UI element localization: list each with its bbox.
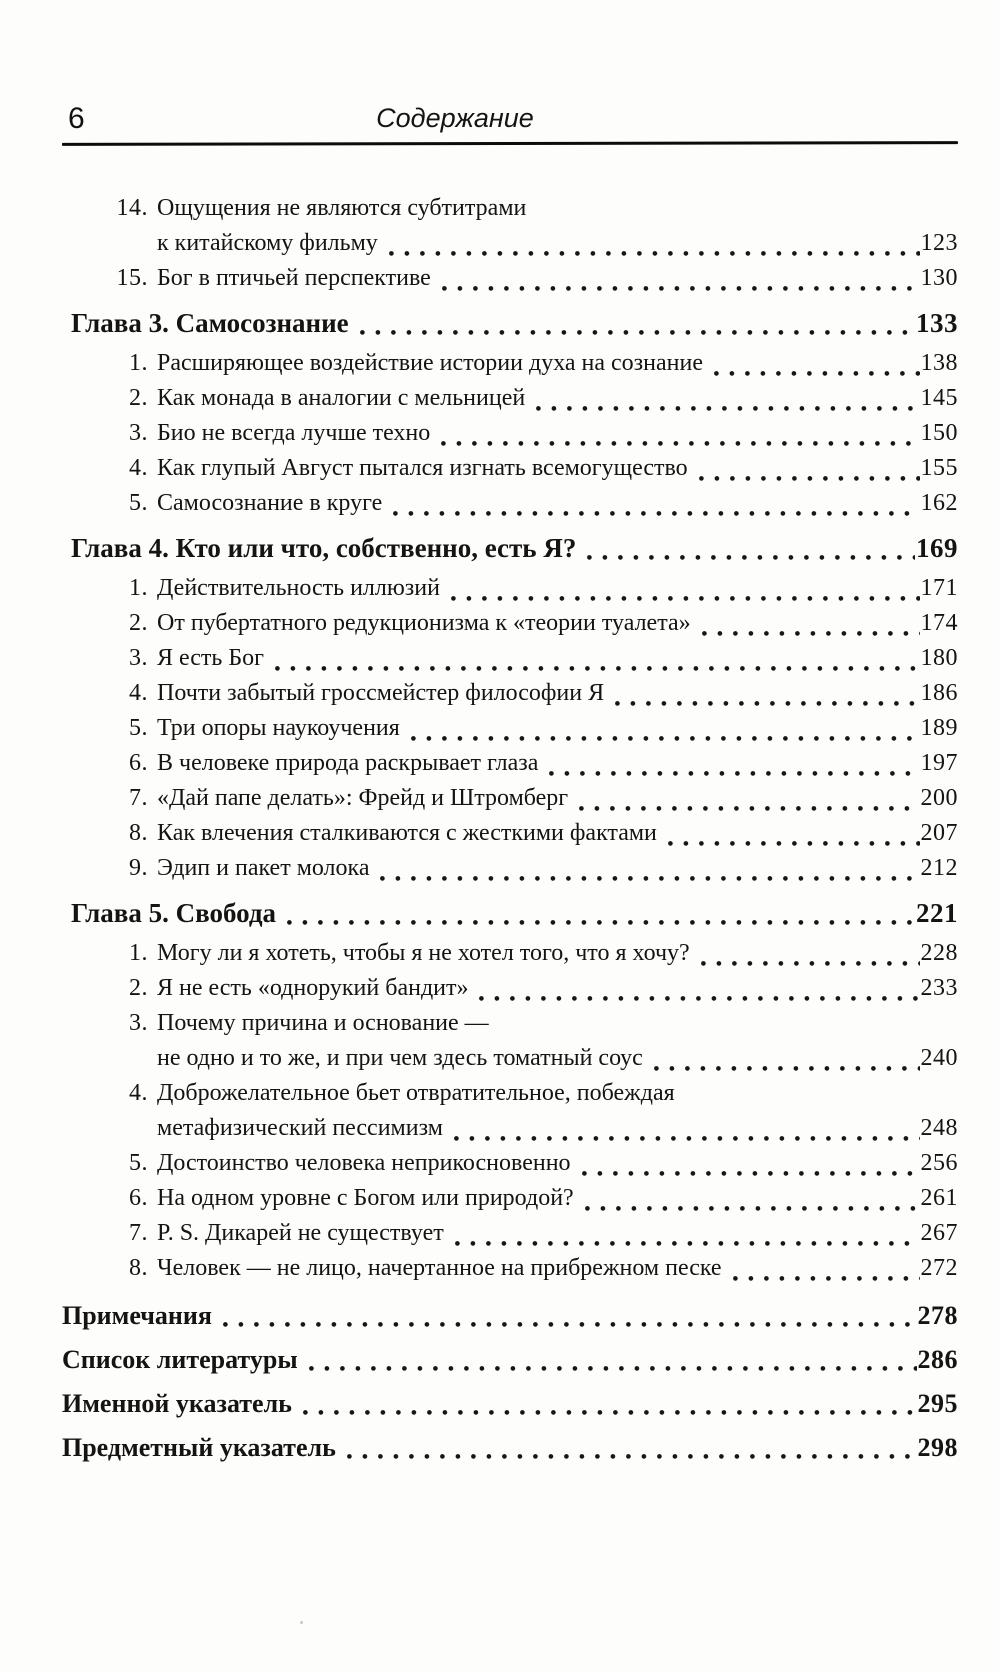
toc-entry-line: [157, 606, 958, 641]
toc-entry-body: [157, 936, 958, 971]
toc-entry-line: [62, 1386, 958, 1421]
toc-list: [62, 191, 958, 1465]
toc-page-number: 162: [920, 490, 958, 516]
toc-entry-body: [157, 486, 958, 521]
toc-entry-text: Список литературы: [62, 1345, 298, 1374]
page-number-label: 6: [68, 102, 85, 135]
toc-backmatter-row: [62, 1386, 958, 1421]
toc-entry-body: [157, 641, 958, 676]
toc-entry-body: [157, 606, 958, 641]
toc-item-number: 5.: [129, 715, 148, 741]
toc-item-row: [62, 1251, 958, 1286]
toc-item-row: [62, 1076, 958, 1146]
toc-entry-body: [157, 1076, 958, 1146]
toc-entry-line: [157, 191, 958, 226]
toc-entry-body: [157, 816, 958, 851]
toc-item-number: 4.: [129, 1080, 148, 1106]
toc-entry-text: Как монада в аналогии с мельницей: [157, 385, 526, 411]
toc-item-number: 1.: [129, 575, 148, 601]
toc-entry-line: [157, 226, 958, 261]
toc-dot-leader: [303, 1409, 917, 1416]
toc-entry-line: [157, 1216, 958, 1251]
toc-chapter-row: [62, 895, 958, 931]
toc-entry-line: [157, 1041, 958, 1076]
toc-item-number: 3.: [129, 645, 148, 671]
toc-entry-body: [157, 416, 958, 451]
toc-page-number: 150: [920, 420, 958, 446]
toc-item-number: 5.: [129, 1150, 148, 1176]
toc-entry-line: [157, 1111, 958, 1146]
toc-entry-line: [157, 1076, 958, 1111]
toc-item-row: [62, 191, 958, 261]
toc-entry-text: Самосознание в круге: [157, 490, 383, 516]
toc-item-number: 6.: [129, 1185, 148, 1211]
toc-entry-line: [157, 711, 958, 746]
toc-entry-text: В человеке природа раскрывает глаза: [157, 750, 539, 776]
toc-page-number: 256: [920, 1150, 958, 1176]
toc-item-row: [62, 936, 958, 971]
toc-item-number: 14.: [116, 195, 148, 221]
toc-item-number: 3.: [129, 420, 148, 446]
toc-page-number: 298: [917, 1433, 958, 1462]
toc-dot-leader: [582, 1170, 920, 1177]
toc-entry-line: [157, 346, 958, 381]
toc-entry-text: Почти забытый гроссмейстер философии Я: [157, 680, 605, 706]
toc-item-row: [62, 1216, 958, 1251]
toc-entry-text: P. S. Дикарей не существует: [157, 1220, 444, 1246]
toc-item-row: [62, 641, 958, 676]
toc-item-row: [62, 486, 958, 521]
toc-dot-leader: [442, 285, 920, 292]
toc-dot-leader: [615, 700, 919, 707]
toc-entry-body: [157, 451, 958, 486]
toc-item-number: 2.: [129, 610, 148, 636]
toc-page-number: 145: [920, 385, 958, 411]
toc-page-number: 138: [920, 350, 958, 376]
toc-chapter-row: [62, 305, 958, 341]
toc-entry-text: Доброжелательное бьет отвратительное, побеждая: [157, 1080, 675, 1106]
toc-entry-text: Я есть Бог: [157, 645, 264, 671]
toc-dot-leader: [585, 1205, 920, 1212]
toc-page-number: 207: [920, 820, 958, 846]
toc-entry-text: Био не всегда лучше техно: [157, 420, 431, 446]
toc-page-number: 180: [920, 645, 958, 671]
toc-entry-text: Три опоры наукоучения: [157, 715, 400, 741]
toc-dot-leader: [455, 1240, 920, 1247]
toc-entry-line: [157, 816, 958, 851]
toc-entry-line: [62, 1298, 958, 1333]
toc-entry-line: [157, 971, 958, 1006]
toc-backmatter-row: [62, 1430, 958, 1465]
toc-item-row: [62, 381, 958, 416]
toc-page-number: 261: [920, 1185, 958, 1211]
toc-entry-body: [157, 571, 958, 606]
toc-entry-body: [71, 530, 958, 566]
toc-item-number: 7.: [129, 1220, 148, 1246]
toc-item-number: 2.: [129, 385, 148, 411]
toc-entry-text: не одно и то же, и при чем здесь томатный соус: [157, 1045, 643, 1071]
toc-entry-line: [157, 781, 958, 816]
toc-item-number: 8.: [129, 1255, 148, 1281]
toc-dot-leader: [360, 329, 915, 336]
toc-entry-text: Глава 3. Самосознание: [71, 308, 349, 338]
toc-entry-line: [157, 1146, 958, 1181]
toc-entry-line: [71, 530, 958, 566]
toc-page-number: 267: [920, 1220, 958, 1246]
toc-item-row: [62, 416, 958, 451]
toc-dot-leader: [714, 370, 920, 377]
toc-page-number: 130: [920, 265, 958, 291]
toc-entry-line: [157, 1181, 958, 1216]
toc-entry-line: [62, 1342, 958, 1377]
toc-entry-body: [71, 895, 958, 931]
toc-entry-body: [62, 1342, 958, 1377]
toc-entry-line: [157, 381, 958, 416]
toc-item-row: [62, 1006, 958, 1076]
toc-item-number: 4.: [129, 455, 148, 481]
toc-dot-leader: [393, 510, 919, 517]
toc-dot-leader: [454, 1135, 920, 1142]
toc-dot-leader: [668, 840, 920, 847]
toc-dot-leader: [549, 770, 919, 777]
toc-entry-text: На одном уровне с Богом или природой?: [157, 1185, 574, 1211]
toc-dot-leader: [223, 1321, 917, 1328]
toc-entry-line: [157, 571, 958, 606]
toc-entry-body: [157, 1146, 958, 1181]
toc-item-number: 15.: [116, 265, 148, 291]
toc-dot-leader: [411, 735, 920, 742]
toc-entry-line: [157, 1251, 958, 1286]
toc-entry-body: [157, 711, 958, 746]
toc-entry-line: [157, 416, 958, 451]
toc-entry-text: Достоинство человека неприкосновенно: [157, 1150, 571, 1176]
toc-item-number: 5.: [129, 490, 148, 516]
toc-page-number: 169: [916, 533, 958, 563]
toc-entry-body: [157, 746, 958, 781]
toc-dot-leader: [479, 995, 919, 1002]
toc-backmatter-row: [62, 1342, 958, 1377]
toc-entry-text: Могу ли я хотеть, чтобы я не хотел того, что я хочу?: [157, 940, 690, 966]
toc-entry-text: к китайскому фильму: [157, 230, 378, 256]
toc-page-number: 295: [917, 1389, 958, 1418]
toc-item-number: 8.: [129, 820, 148, 846]
toc-entry-line: [71, 895, 958, 931]
toc-entry-line: [157, 261, 958, 296]
toc-item-number: 9.: [129, 855, 148, 881]
toc-entry-line: [157, 936, 958, 971]
toc-item-row: [62, 261, 958, 296]
toc-page-number: 248: [920, 1115, 958, 1141]
toc-dot-leader: [733, 1275, 920, 1282]
toc-entry-body: [157, 1006, 958, 1076]
toc-dot-leader: [275, 665, 920, 672]
toc-entry-line: [157, 851, 958, 886]
toc-chapter-row: [62, 530, 958, 566]
toc-entry-body: [157, 191, 958, 261]
toc-page-number: 286: [917, 1345, 958, 1374]
page-header-title: Содержание: [376, 103, 534, 133]
toc-entry-text: Глава 5. Свобода: [71, 898, 277, 928]
toc-entry-text: Именной указатель: [62, 1389, 292, 1418]
toc-item-row: [62, 451, 958, 486]
toc-item-row: [62, 971, 958, 1006]
toc-entry-line: [71, 305, 958, 341]
toc-item-number: 1.: [129, 350, 148, 376]
toc-page-number: 171: [920, 575, 958, 601]
running-head: [62, 94, 958, 134]
toc-entry-text: Предметный указатель: [62, 1433, 336, 1462]
toc-entry-line: [157, 1006, 958, 1041]
toc-entry-body: [157, 1181, 958, 1216]
toc-entry-body: [157, 851, 958, 886]
toc-dot-leader: [536, 405, 919, 412]
toc-entry-text: Почему причина и основание —: [157, 1010, 489, 1036]
toc-item-number: 2.: [129, 975, 148, 1001]
toc-item-row: [62, 851, 958, 886]
toc-item-row: [62, 816, 958, 851]
toc-entry-text: Расширяющее воздействие истории духа на сознание: [157, 350, 703, 376]
toc-page-number: 228: [920, 940, 958, 966]
toc-page-number: 123: [920, 230, 958, 256]
toc-item-number: 6.: [129, 750, 148, 776]
toc-item-number: 1.: [129, 940, 148, 966]
toc-entry-line: [157, 451, 958, 486]
toc-item-number: 4.: [129, 680, 148, 706]
toc-page-number: 221: [916, 898, 958, 928]
toc-entry-text: Я не есть «однорукий бандит»: [157, 975, 469, 1001]
toc-dot-leader: [441, 440, 919, 447]
scan-speck: [300, 1621, 303, 1624]
toc-dot-leader: [699, 475, 920, 482]
toc-dot-leader: [701, 960, 920, 967]
toc-dot-leader: [309, 1365, 917, 1372]
toc-entry-body: [62, 1298, 958, 1333]
toc-item-row: [62, 571, 958, 606]
toc-item-row: [62, 606, 958, 641]
toc-page-number: 155: [920, 455, 958, 481]
toc-dot-leader: [380, 875, 919, 882]
toc-entry-line: [157, 746, 958, 781]
toc-entry-text: «Дай папе делать»: Фрейд и Штромберг: [157, 785, 569, 811]
toc-entry-body: [157, 1251, 958, 1286]
toc-item-row: [62, 746, 958, 781]
toc-entry-body: [157, 781, 958, 816]
toc-item-row: [62, 676, 958, 711]
toc-page-number: 200: [920, 785, 958, 811]
toc-entry-body: [157, 676, 958, 711]
toc-page-number: 133: [916, 308, 958, 338]
toc-dot-leader: [579, 805, 919, 812]
toc-dot-leader: [654, 1065, 920, 1072]
toc-item-row: [62, 781, 958, 816]
toc-item-number: 7.: [129, 785, 148, 811]
toc-entry-body: [62, 1386, 958, 1421]
toc-page-number: 240: [920, 1045, 958, 1071]
toc-page-number: 212: [920, 855, 958, 881]
toc-dot-leader: [702, 630, 920, 637]
toc-backmatter-row: [62, 1298, 958, 1333]
toc-entry-line: [157, 641, 958, 676]
header-rule: [62, 141, 958, 146]
toc-entry-line: [157, 486, 958, 521]
toc-page-number: 278: [917, 1301, 958, 1330]
toc-entry-line: [62, 1430, 958, 1465]
toc-item-row: [62, 346, 958, 381]
toc-entry-body: [71, 305, 958, 341]
toc-dot-leader: [347, 1453, 917, 1460]
toc-entry-text: метафизический пессимизм: [157, 1115, 443, 1141]
toc-page-number: 272: [920, 1255, 958, 1281]
toc-entry-text: Эдип и пакет молока: [157, 855, 370, 881]
toc-page-number: 197: [920, 750, 958, 776]
toc-item-row: [62, 1146, 958, 1181]
toc-dot-leader: [287, 919, 915, 926]
toc-item-row: [62, 711, 958, 746]
toc-entry-line: [157, 676, 958, 711]
toc-dot-leader: [587, 554, 915, 561]
toc-entry-body: [157, 346, 958, 381]
toc-entry-text: Ощущения не являются субтитрами: [157, 195, 527, 221]
toc-entry-body: [157, 381, 958, 416]
toc-entry-text: Глава 4. Кто или что, собственно, есть Я?: [71, 533, 577, 563]
toc-dot-leader: [451, 595, 920, 602]
toc-entry-text: Бог в птичьей перспективе: [157, 265, 431, 291]
toc-entry-body: [62, 1430, 958, 1465]
toc-page-number: 174: [920, 610, 958, 636]
toc-page-number: 233: [920, 975, 958, 1001]
toc-page-number: 189: [920, 715, 958, 741]
toc-entry-text: Действительность иллюзий: [157, 575, 440, 601]
toc-entry-text: Как влечения сталкиваются с жесткими фактами: [157, 820, 657, 846]
toc-entry-body: [157, 1216, 958, 1251]
toc-entry-text: Человек — не лицо, начертанное на прибрежном песке: [157, 1255, 722, 1281]
toc-entry-text: Примечания: [62, 1301, 212, 1330]
toc-entry-body: [157, 971, 958, 1006]
toc-entry-text: От пубертатного редукционизма к «теории туалета»: [157, 610, 691, 636]
toc-entry-body: [157, 261, 958, 296]
toc-item-number: 3.: [129, 1010, 148, 1036]
toc-dot-leader: [389, 250, 920, 257]
toc-item-row: [62, 1181, 958, 1216]
toc-entry-text: Как глупый Август пытался изгнать всемогущество: [157, 455, 688, 481]
toc-page-number: 186: [920, 680, 958, 706]
